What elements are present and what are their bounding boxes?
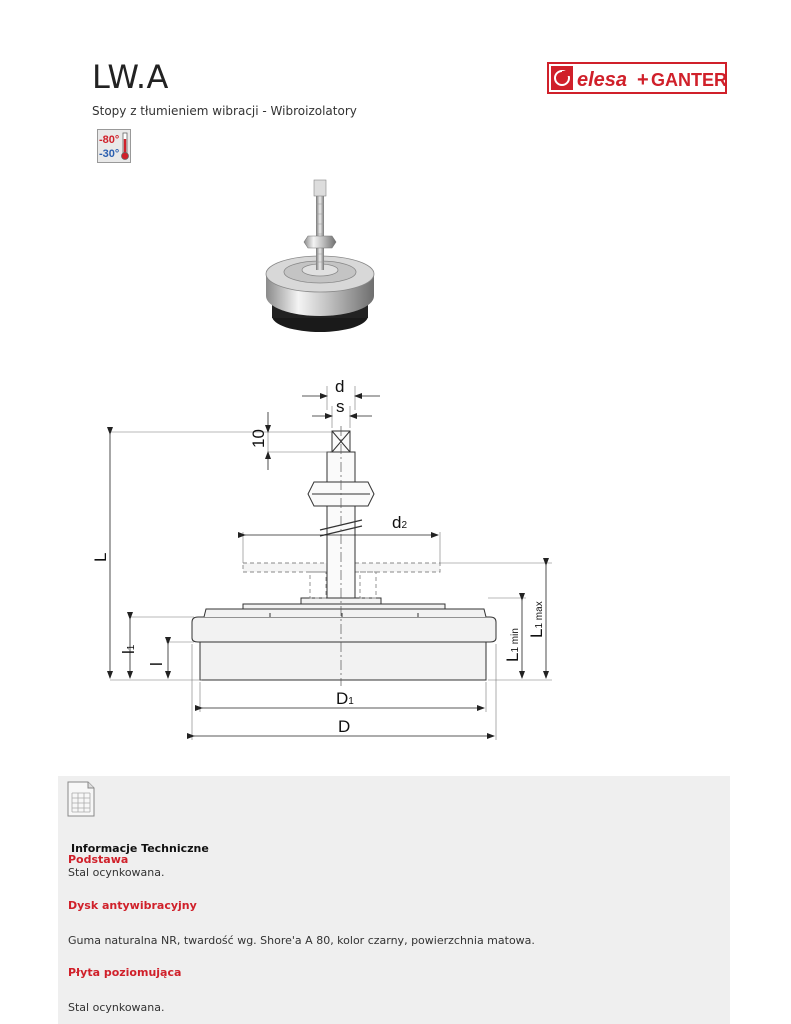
dim-D: D	[338, 717, 351, 736]
technical-drawing	[90, 370, 560, 750]
dim-L: L	[91, 552, 110, 562]
logo-text-plus: +	[637, 69, 649, 91]
document-table-icon	[66, 781, 96, 817]
page-subtitle: Stopy z tłumieniem wibracji - Wibroizolatory	[92, 104, 357, 118]
logo-text-left: elesa	[577, 69, 628, 91]
dim-s: s	[336, 397, 345, 416]
section-text-plate: Stal ocynkowana.	[68, 1001, 165, 1014]
product-photo	[256, 174, 386, 344]
section-heading-base: Podstawa	[68, 853, 129, 866]
elesa-ganter-logo	[547, 62, 727, 94]
dim-d2: d2	[392, 513, 408, 532]
dim-L1max: L1 max	[527, 601, 546, 638]
section-text-base: Stal ocynkowana.	[68, 866, 165, 879]
tech-info-title: Informacje Techniczne	[71, 842, 209, 855]
section-text-disc: Guma naturalna NR, twardość wg. Shore'a A 80, kolor czarny, powierzchnia matowa.	[68, 934, 535, 947]
dim-L1min: L1 min	[503, 628, 522, 662]
dim-l1: l1	[119, 644, 138, 654]
temperature-icon	[97, 129, 131, 163]
temp-max: -80°	[99, 134, 120, 146]
temp-min: -30°	[99, 148, 120, 160]
dim-d: d	[335, 377, 345, 396]
section-heading-plate: Płyta poziomująca	[68, 966, 182, 979]
dim-D1: D1	[336, 689, 354, 708]
page-title: LW.A	[92, 58, 169, 96]
section-heading-disc: Dysk antywibracyjny	[68, 899, 197, 912]
dim-l: l	[147, 662, 166, 666]
dim-10: 10	[249, 429, 268, 448]
logo-text-right: GANTER	[651, 70, 727, 90]
